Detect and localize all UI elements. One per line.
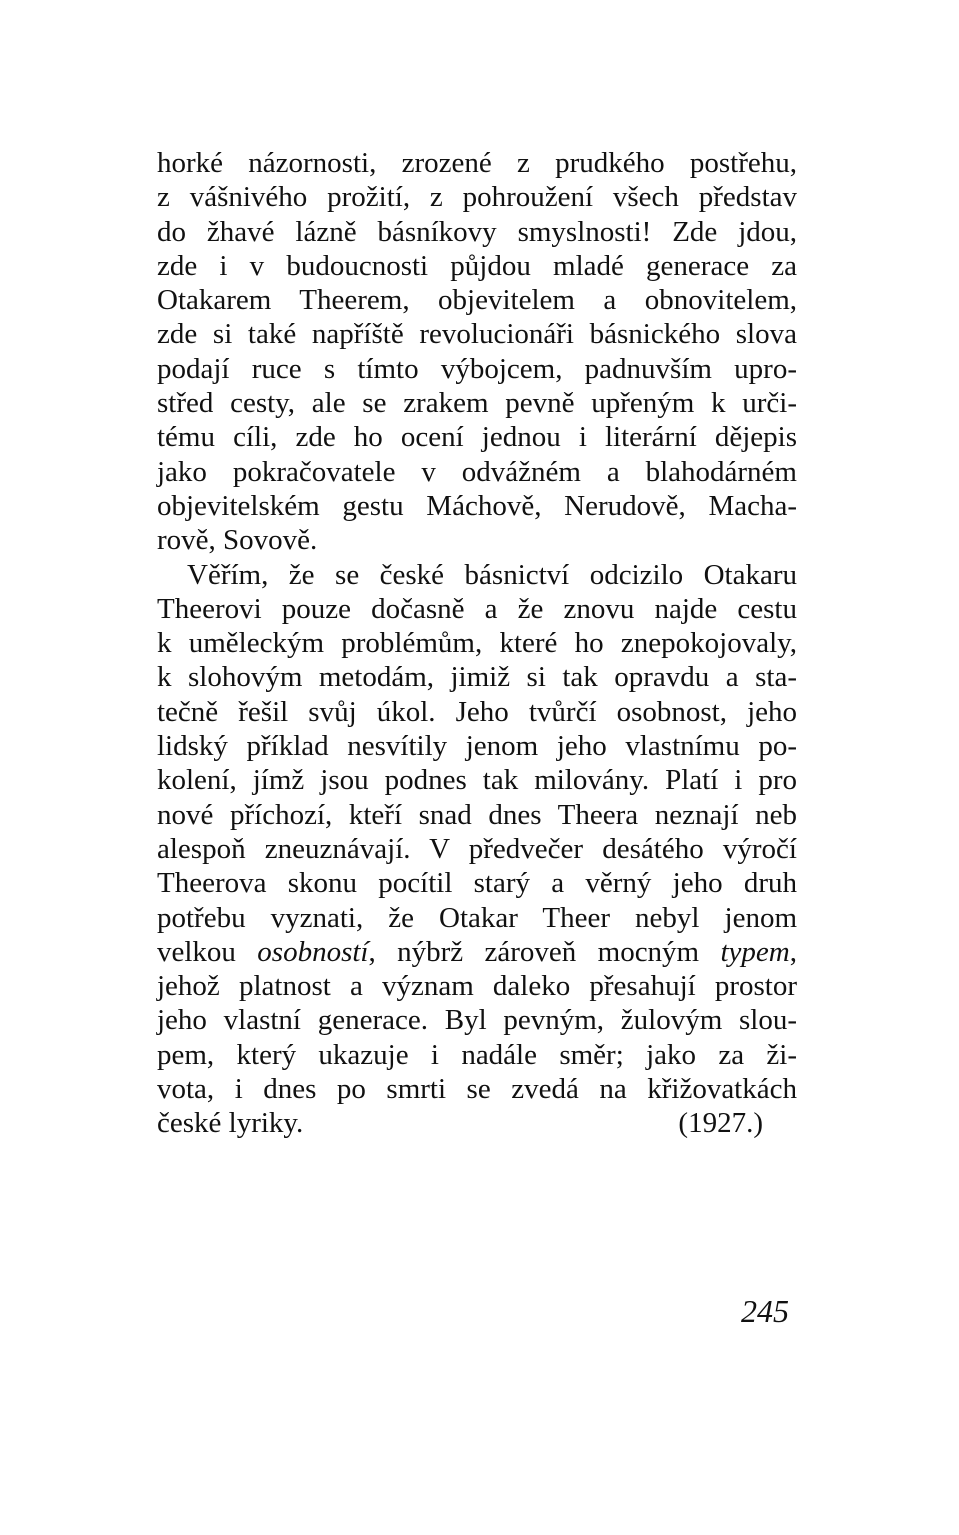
text-line: Theerova skonu pocítil starý a věrný jeho druh (157, 867, 797, 900)
text-line-with-italics (157, 935, 797, 969)
italic-word: osobností (257, 935, 369, 968)
text-line: k slohovým metodám, jimiž si tak opravdu a sta- (157, 661, 797, 694)
italic-word: typem (720, 935, 790, 968)
text-line: nové příchozí, kteří snad dnes Theera neznají neb (157, 798, 797, 831)
text-line: lidský příklad nesvítily jenom jeho vlastnímu po- (157, 730, 797, 763)
text-line: střed cesty, ale se zrakem pevně upřeným k urči- (157, 387, 797, 420)
paragraph-end-line: rově, Sovově. (157, 524, 318, 557)
text-line: zde si také napříště revolucionáři básnického slova (157, 318, 797, 351)
text-line: k uměleckým problémům, které ho znepokojovaly, (157, 627, 797, 660)
text-line: kolení, jímž jsou podnes tak milovány. Platí i pro (157, 764, 797, 797)
text-line: zde i v budoucnosti půjdou mladé generace za (157, 249, 797, 282)
text-line: vota, i dnes po smrti se zvedá na křižovatkách (157, 1073, 797, 1106)
text-line: horké názornosti, zrozené z prudkého postřehu, (157, 147, 797, 179)
text-line: alespoň zneuznávají. V předvečer desátého výročí (157, 832, 797, 865)
text-segment: , (789, 935, 797, 968)
text-line: jehož platnost a význam daleko přesahují prostor (157, 970, 797, 1003)
text-segment: velkou (157, 935, 258, 968)
text-line: Theerovi pouze dočasně a že znovu najde cestu (157, 592, 797, 625)
text-line: potřebu vyznati, že Otakar Theer nebyl jenom (157, 901, 797, 934)
text-line: Otakarem Theerem, objevitelem a obnovitelem, (157, 284, 797, 317)
text-line: jako pokračovatele v odvážném a blahodárném (157, 455, 797, 488)
closing-text: české lyriky. (157, 1107, 304, 1140)
page-number: 245 (741, 1293, 789, 1329)
text-line: objevitelském gestu Máchově, Nerudově, Macha- (157, 489, 797, 522)
closing-line (157, 1106, 763, 1140)
text-line: jeho vlastní generace. Byl pevným, žulovým slou- (157, 1004, 797, 1037)
year-note: (1927.) (678, 1107, 763, 1140)
paragraph-start-line: Věřím, že se české básnictví odcizilo Otakaru (187, 558, 797, 591)
body-text (157, 146, 797, 1141)
text-line: podají ruce s tímto výbojcem, padnuvším upro- (157, 352, 797, 385)
text-line: pem, který ukazuje i nadále směr; jako za ži- (157, 1038, 797, 1071)
text-line: tečně řešil svůj úkol. Jeho tvůrčí osobnost, jeho (157, 695, 797, 728)
text-line: do žhavé lázně básníkovy smyslnosti! Zde jdou, (157, 215, 797, 248)
text-line: tému cíli, zde ho ocení jednou i literární dějepis (157, 421, 797, 454)
text-segment: , nýbrž zároveň mocným (368, 935, 721, 968)
text-line: z vášnivého prožití, z pohroužení všech představ (157, 181, 797, 214)
